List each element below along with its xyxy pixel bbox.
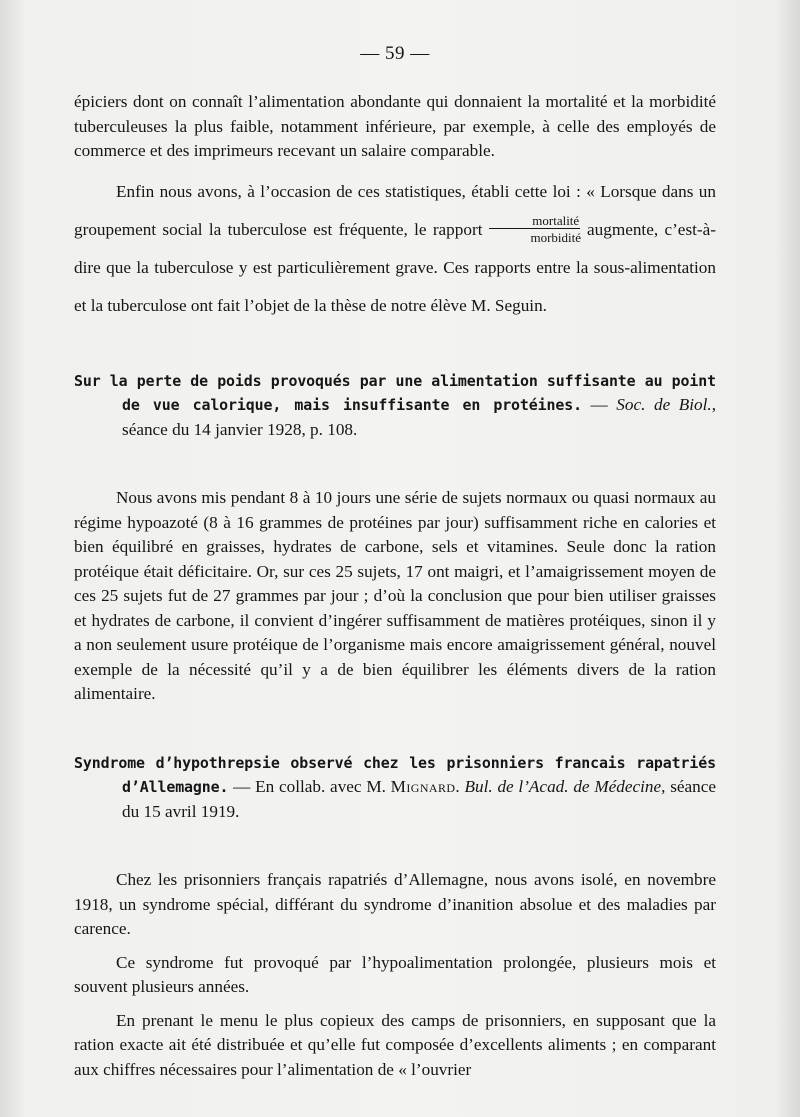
page-number: — 59 — [360, 43, 430, 64]
entry-1-title: Sur la perte de poids provoqués par une alimentation suffisante au point de vue calorique, mais insuffisante en protéines. [74, 371, 716, 414]
entry-2-body-paragraph-1: Chez les prisonniers français rapatriés d’Allemagne, nous avons isolé, en novembre 1918, un syndrome spécial, différant du syndrome d’inanition absolue et des maladies par carence. [74, 870, 716, 938]
entry-2-period: . [455, 777, 465, 796]
entry-1-source: Soc. de Biol. [616, 395, 712, 414]
bibliography-entry-1 [74, 369, 716, 443]
entry-2-title: Syndrome d’hypothrepsie observé chez les prisonniers francais rapatriés d’Allemagne. [74, 753, 716, 796]
bibliography-entry-2 [74, 751, 716, 825]
intro-paragraph-1: épiciers dont on connaît l’alimentation abondante qui donnaient la mortalité et la morbidité tuberculeuses la plus faible, notamment inférieure, par exemple, à celle des employés de commerce et des imprimeurs recevant un salaire comparable. [74, 92, 716, 160]
law-text-before: Enfin nous avons, à l’occasion de ces statistiques, établi cette loi : « Lorsque dans un groupement social la tuberculose est fréquente, le rapport [74, 181, 716, 239]
spacer [74, 164, 716, 173]
spacer [74, 942, 716, 951]
spacer [74, 442, 716, 486]
spacer [74, 824, 716, 868]
intro-paragraph-2 [74, 173, 716, 325]
entry-2-source: Bul. de l’Acad. de Médecine [464, 777, 662, 796]
entry-1-date: , séance du 14 janvier 1928, p. 108. [122, 395, 716, 439]
spacer [74, 1000, 716, 1009]
spacer [74, 707, 716, 751]
entry-2-date: , séance du 15 avril 1919. [122, 777, 716, 821]
entry-1-body-paragraph: Nous avons mis pendant 8 à 10 jours une série de sujets normaux ou quasi normaux au régime hypoazoté (8 à 16 grammes de protéines par jour) suffisamment riche en calories et bien équilibré en graisses, hydrates de carbone, sels et vitamines. Seule donc la ration protéique était déficitaire. Or, sur ces 25 sujets, 17 ont maigri, et l’amaigrissement moyen de ces 25 sujets fut de 27 grammes par jour ; d’où la conclusion que pour bien utiliser graisses et hydrates de carbone, il convient d’ingérer suffisamment de matières protéiques, sinon il y a non seulement usure protéique de l’organisme mais encore amaigrissement général, nouvel exemple de la nécessité qu’il y a de bien équilibrer les éléments divers de la ration alimentaire. [74, 488, 716, 703]
entry-1-separator: — [581, 395, 617, 414]
entry-2-collab-prefix: — En collab. avec M. [228, 777, 391, 796]
law-text-after: augmente, c’est-à-dire que la tuberculose y est particulièrement grave. Ces rapports entre la sous-alimentation et la tuberculose ont fait l’objet de la thèse de notre élève M. Seguin. [74, 219, 716, 315]
fraction-numerator: mortalité [489, 214, 580, 229]
fraction-denominator: morbidité [530, 229, 582, 245]
entry-2-body-paragraph-2: Ce syndrome fut provoqué par l’hypoalimentation prolongée, plusieurs mois et souvent plusieurs années. [74, 952, 716, 996]
ratio-fraction [488, 214, 581, 244]
spacer [74, 325, 716, 369]
entry-2-body-paragraph-3: En prenant le menu le plus copieux des camps de prisonniers, en supposant que la ration exacte ait été distribuée et qu’elle fut composée d’excellents aliments ; en comparant aux chiffres nécessaires pour l’alimentation de « l’ouvrier [74, 1010, 716, 1079]
entry-2-collaborator: Mignard [390, 777, 456, 796]
